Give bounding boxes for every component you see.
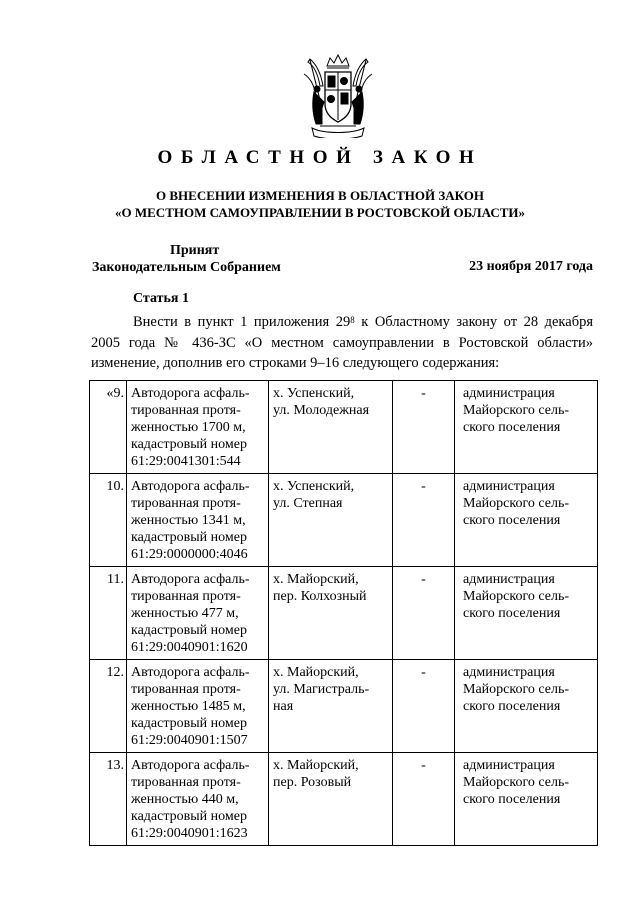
- owner-line: Майорского сель-: [463, 589, 569, 604]
- owner-line: администрация: [463, 479, 555, 494]
- owner-cell: [455, 660, 598, 753]
- dash-cell: -: [393, 474, 455, 567]
- adopted-label: Принят: [170, 243, 220, 258]
- row-number-cell: 11.: [90, 567, 127, 660]
- object-cell: [127, 753, 269, 846]
- law-title: ОБЛАСТНОЙ ЗАКОН: [157, 147, 483, 168]
- location-line: ная: [273, 699, 294, 714]
- object-line: тированная протя-: [131, 775, 241, 790]
- table-row: [90, 660, 598, 753]
- object-line: женностью 1485 м,: [131, 699, 246, 714]
- owner-line: администрация: [463, 758, 555, 773]
- law-subtitle: [0, 187, 640, 221]
- owner-cell: [455, 753, 598, 846]
- row-number-cell: «9.: [90, 381, 127, 474]
- location-line: пер. Розовый: [273, 775, 352, 790]
- object-cell: [127, 567, 269, 660]
- object-line: женностью 1700 м,: [131, 420, 246, 435]
- object-line: Автодорога асфаль-: [131, 479, 250, 494]
- location-line: х. Успенский,: [273, 479, 355, 494]
- row-number-cell: 10.: [90, 474, 127, 567]
- object-line: женностью 1341 м,: [131, 513, 246, 528]
- location-cell: [269, 381, 393, 474]
- owner-line: Майорского сель-: [463, 496, 569, 511]
- intro-superscript: 8: [350, 315, 355, 325]
- owner-cell: [455, 381, 598, 474]
- object-line: Автодорога асфаль-: [131, 665, 250, 680]
- owner-line: ского поселения: [463, 420, 561, 435]
- object-cell: [127, 660, 269, 753]
- location-line: ул. Молодежная: [273, 403, 370, 418]
- object-line: тированная протя-: [131, 589, 241, 604]
- dash-cell: -: [393, 753, 455, 846]
- object-line: женностью 477 м,: [131, 606, 239, 621]
- table-row: [90, 474, 598, 567]
- article-intro-paragraph: [91, 312, 593, 374]
- article-heading: Статья 1: [133, 291, 189, 306]
- dash-cell: -: [393, 660, 455, 753]
- object-line: тированная протя-: [131, 403, 241, 418]
- object-line: 61:29:0040901:1620: [131, 640, 248, 655]
- object-line: 61:29:0040901:1623: [131, 826, 248, 841]
- object-line: кадастровый номер: [131, 809, 247, 824]
- owner-line: Майорского сель-: [463, 403, 569, 418]
- table-row: [90, 567, 598, 660]
- dash-cell: -: [393, 567, 455, 660]
- object-line: Автодорога асфаль-: [131, 758, 250, 773]
- object-line: тированная протя-: [131, 682, 241, 697]
- coat-of-arms-emblem: [300, 52, 376, 138]
- owner-line: администрация: [463, 665, 555, 680]
- table-row: [90, 753, 598, 846]
- dash-cell: -: [393, 381, 455, 474]
- object-line: кадастровый номер: [131, 437, 247, 452]
- object-line: кадастровый номер: [131, 716, 247, 731]
- location-line: ул. Магистраль-: [273, 682, 370, 697]
- object-line: 61:29:0000000:4046: [131, 547, 248, 562]
- owner-line: администрация: [463, 572, 555, 587]
- subtitle-line-2: «О МЕСТНОМ САМОУПРАВЛЕНИИ В РОСТОВСКОЙ ОБЛАСТИ»: [115, 205, 525, 220]
- adopted-body: Законодательным Собранием: [92, 260, 281, 275]
- owner-cell: [455, 567, 598, 660]
- object-cell: [127, 381, 269, 474]
- owner-cell: [455, 474, 598, 567]
- object-line: 61:29:0040901:1507: [131, 733, 248, 748]
- owner-line: ского поселения: [463, 606, 561, 621]
- intro-text-part-2: к Областному закону от 28 декабря 2005 года № 436-ЗС «О местном самоуправлении в Ростовской области» изменение, дополнив его строками 9–16 следующего содержания:: [91, 314, 593, 371]
- location-line: пер. Колхозный: [273, 589, 367, 604]
- location-line: х. Майорский,: [273, 758, 359, 773]
- location-cell: [269, 474, 393, 567]
- object-line: 61:29:0041301:544: [131, 454, 241, 469]
- owner-line: Майорского сель-: [463, 682, 569, 697]
- table-row: [90, 381, 598, 474]
- location-cell: [269, 660, 393, 753]
- intro-text-part-1: Внести в пункт 1 приложения 29: [133, 314, 351, 330]
- adopted-date: 23 ноября 2017 года: [469, 259, 593, 274]
- owner-line: ского поселения: [463, 699, 561, 714]
- object-cell: [127, 474, 269, 567]
- amendment-table-body: [90, 381, 598, 846]
- owner-line: администрация: [463, 386, 555, 401]
- owner-line: ского поселения: [463, 513, 561, 528]
- object-line: кадастровый номер: [131, 530, 247, 545]
- object-line: Автодорога асфаль-: [131, 572, 250, 587]
- location-line: х. Майорский,: [273, 572, 359, 587]
- row-number-cell: 13.: [90, 753, 127, 846]
- owner-line: ского поселения: [463, 792, 561, 807]
- object-line: женностью 440 м,: [131, 792, 239, 807]
- subtitle-line-1: О ВНЕСЕНИИ ИЗМЕНЕНИЯ В ОБЛАСТНОЙ ЗАКОН: [156, 188, 484, 203]
- object-line: тированная протя-: [131, 496, 241, 511]
- row-number-cell: 12.: [90, 660, 127, 753]
- owner-line: Майорского сель-: [463, 775, 569, 790]
- amendment-table: [89, 380, 598, 846]
- location-cell: [269, 567, 393, 660]
- object-line: кадастровый номер: [131, 623, 247, 638]
- location-line: х. Успенский,: [273, 386, 355, 401]
- object-line: Автодорога асфаль-: [131, 386, 250, 401]
- location-line: х. Майорский,: [273, 665, 359, 680]
- location-line: ул. Степная: [273, 496, 343, 511]
- location-cell: [269, 753, 393, 846]
- adopted-by: [92, 242, 281, 276]
